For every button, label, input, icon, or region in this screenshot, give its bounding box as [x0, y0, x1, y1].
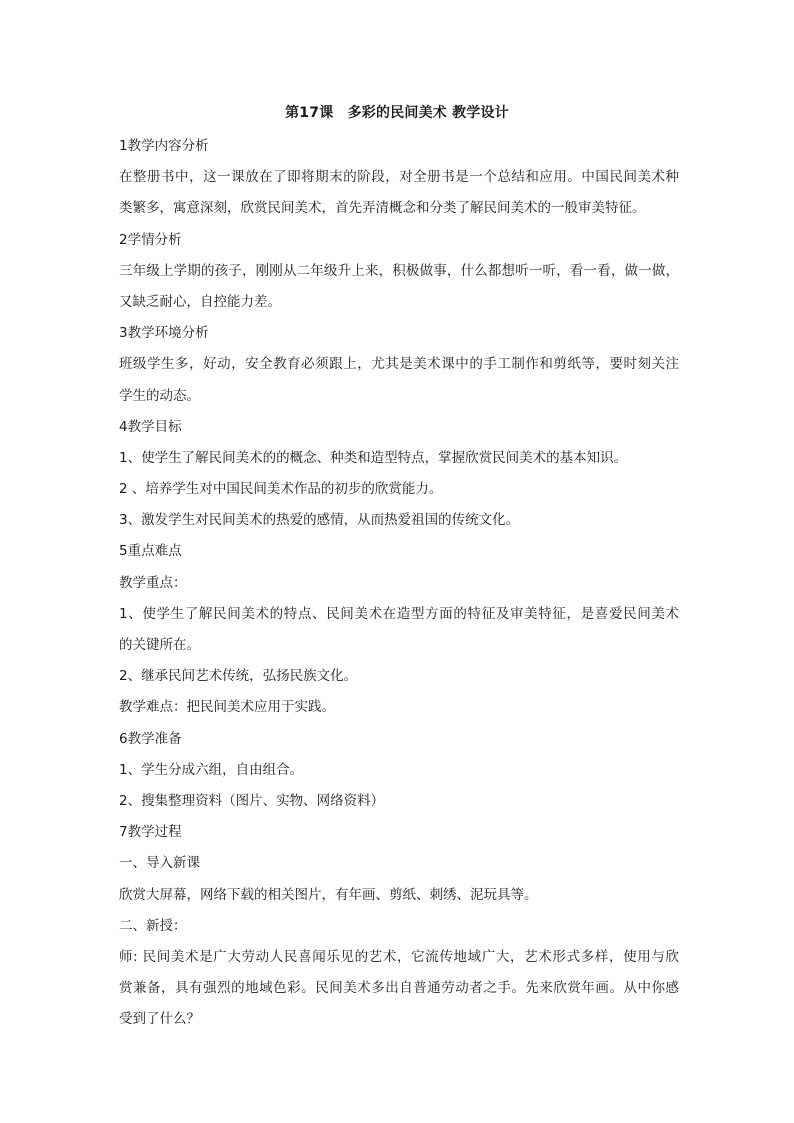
text-line: 类繁多，寓意深刻，欣赏民间美术，首先弄清概念和分类了解民间美术的一般审美特征。 — [119, 200, 646, 217]
text-line: 又缺乏耐心，自控能力差。 — [119, 293, 281, 310]
document-body — [119, 131, 679, 1035]
text-line: 欣赏大屏幕，网络下载的相关图片，有年画、剪纸、刺绣、泥玩具等。 — [119, 886, 538, 903]
text-line: 教学重点： — [119, 574, 187, 591]
text-line: 三年级上学期的孩子，刚刚从二年级升上来，积极做事，什么都想听一听，看一看，做一做， — [119, 262, 679, 279]
document-title: 第17课 多彩的民间美术 教学设计 — [285, 105, 509, 121]
text-line: 4教学目标 — [119, 418, 182, 435]
text-line: 7教学过程 — [119, 824, 182, 841]
text-line: 学生的动态。 — [119, 387, 200, 404]
text-line: 2学情分析 — [119, 231, 182, 248]
text-line: 受到了什么？ — [119, 1011, 200, 1028]
text-line: 1、使学生了解民间美术的特点、民间美术在造型方面的特征及审美特征，是喜爱民间美术 — [119, 605, 679, 622]
text-line: 1、使学生了解民间美术的的概念、种类和造型特点，掌握欣赏民间美术的基本知识。 — [119, 449, 628, 466]
text-line: 的关键所在。 — [119, 637, 200, 653]
text-line: 3教学环境分析 — [119, 325, 209, 342]
text-line: 2、搜集整理资料（图片、实物、网络资料） — [119, 792, 385, 809]
text-line: 2 、培养学生对中国民间美术作品的初步的欣赏能力。 — [119, 481, 443, 498]
text-line: 2、继承民间艺术传统，弘扬民族文化。 — [119, 668, 358, 685]
text-line: 5重点难点 — [119, 543, 182, 560]
text-line: 教学难点：把民间美术应用于实践。 — [119, 699, 335, 716]
text-line: 1教学内容分析 — [119, 138, 209, 154]
text-line: 一、导入新课 — [119, 855, 200, 872]
text-line: 二、新授： — [119, 917, 187, 934]
text-line: 6教学准备 — [119, 730, 182, 747]
text-line: 师: 民间美术是广大劳动人民喜闻乐见的艺术，它流传地域广大，艺术形式多样，使用与欣 — [119, 948, 679, 965]
text-line: 3、激发学生对民间美术的热爱的感情，从而热爱祖国的传统文化。 — [119, 512, 520, 529]
text-line: 赏兼备，具有强烈的地域色彩。民间美术多出自普通劳动者之手。先来欣赏年画。从中你感 — [119, 980, 679, 997]
text-line: 1、学生分成六组，自由组合。 — [119, 761, 304, 778]
text-line: 在整册书中，这一课放在了即将期末的阶段，对全册书是一个总结和应用。中国民间美术种 — [119, 169, 679, 186]
text-line: 班级学生多，好动，安全教育必须跟上，尤其是美术课中的手工制作和剪纸等，要时刻关注 — [119, 356, 679, 373]
